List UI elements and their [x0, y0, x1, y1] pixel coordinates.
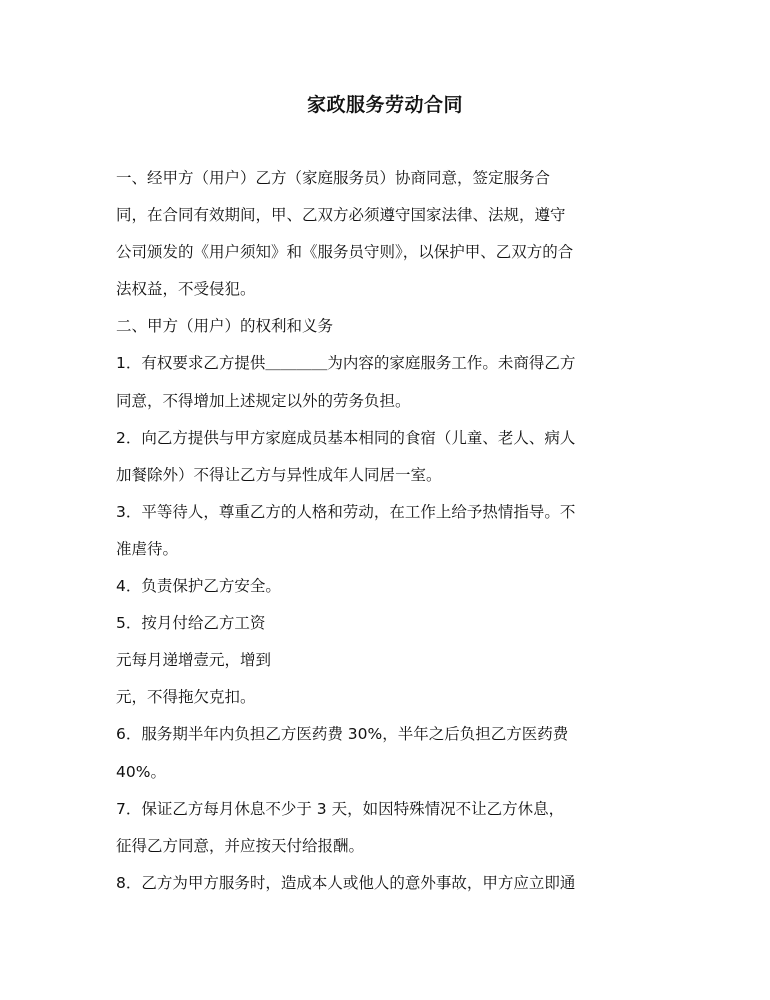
text-line: 同，在合同有效期间，甲、乙双方必须遵守国家法律、法规，遵守 [116, 206, 566, 225]
text-line: 3．平等待人，尊重乙方的人格和劳动，在工作上给予热情指导。不 [116, 502, 576, 521]
text-line: 法权益，不受侵犯。 [116, 280, 256, 299]
text-line: 公司颁发的《用户须知》和《服务员守则》，以保护甲、乙双方的合 [116, 243, 574, 262]
text-line: 征得乙方同意，并应按天付给报酬。 [116, 836, 365, 855]
text-line: 5．按月付给乙方工资 [116, 614, 266, 633]
text-line: 元，不得拖欠克扣。 [116, 688, 256, 707]
text-line: 一、经甲方（用户）乙方（家庭服务员）协商同意，签定服务合 [116, 169, 551, 187]
contract-body [116, 165, 661, 907]
text-line: 7．保证乙方每月休息不少于 3 天，如因特殊情况不让乙方休息， [116, 799, 565, 818]
text-line: 4．负责保护乙方安全。 [116, 577, 281, 596]
text-line: 1．有权要求乙方提供＿＿＿＿为内容的家庭服务工作。未商得乙方 [116, 354, 576, 373]
text-line: 准虐待。 [116, 539, 179, 558]
text-line: 2．向乙方提供与甲方家庭成员基本相同的食宿（儿童、老人、病人 [116, 428, 576, 447]
document-title: 家政服务劳动合同 [306, 94, 463, 116]
section-heading: 二、甲方（用户）的权利和义务 [116, 317, 334, 336]
text-line: 同意，不得增加上述规定以外的劳务负担。 [116, 391, 411, 410]
text-line: 6．服务期半年内负担乙方医药费 30%，半年之后负担乙方医药费 [116, 725, 569, 744]
text-line: 元每月递增壹元，增到 [116, 651, 272, 670]
text-line: 加餐除外）不得让乙方与异性成年人同居一室。 [116, 465, 442, 484]
text-line: 8．乙方为甲方服务时，造成本人或他人的意外事故，甲方应立即通 [116, 873, 576, 892]
text-line: 40%。 [116, 762, 166, 781]
